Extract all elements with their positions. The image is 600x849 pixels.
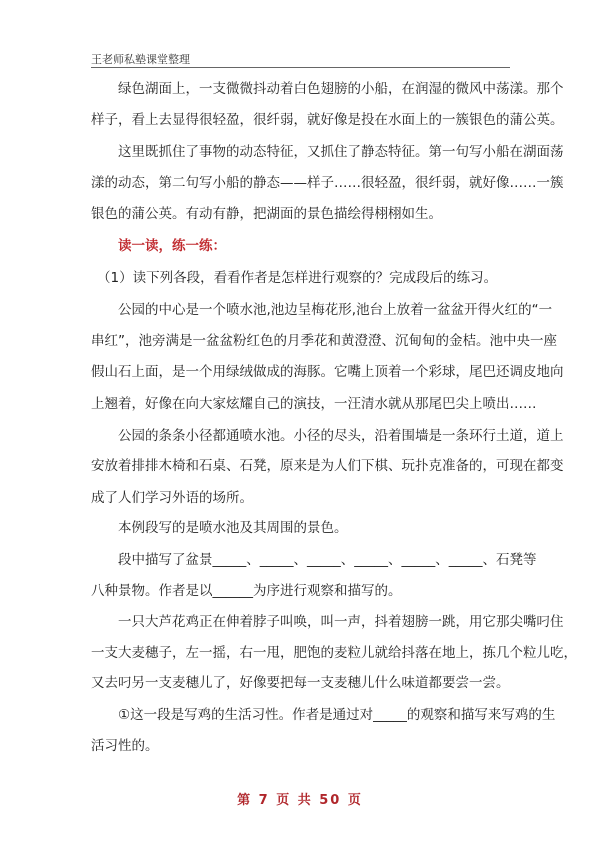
text-line: 绿色湖面上，一支微微抖动着白色翅膀的小船，在润湿的微风中荡漾。那个 — [118, 81, 564, 97]
text-line: 成了人们学习外语的场所。 — [91, 490, 253, 506]
text-line: 上翘着，好像在向大家炫耀自己的演技，一汪清水就从那尾巴尖上喷出…… — [91, 396, 537, 412]
fill-in-question: 八种景物。作者是以______为序进行观察和描写的。 — [91, 583, 402, 599]
fill-in-question: 段中描写了盆景_____、_____、_____、_____、_____、_____、石凳等 — [118, 552, 537, 568]
text-line: 活习性的。 — [91, 738, 159, 754]
header-divider — [91, 67, 510, 68]
text-line: 假山石上面，是一个用绿绒做成的海豚。它嘴上顶着一个彩球，尾巴还调皮地向 — [91, 364, 564, 380]
text-line: 一只大芦花鸡正在伸着脖子叫唤，叫一声，抖着翅膀一跳，用它那尖嘴叼住 — [118, 614, 564, 630]
text-line: 本例段写的是喷水池及其周围的景色。 — [118, 520, 348, 536]
text-line: 串红”，池旁满是一盆盆粉红色的月季花和黄澄澄、沉甸甸的金桔。池中央一座 — [91, 333, 557, 349]
page-number: 第 7 页 共 50 页 — [237, 793, 363, 808]
text-line: 一支大麦穗子，左一摇，右一甩，肥饱的麦粒儿就给抖落在地上，拣几个粒儿吃， — [91, 645, 577, 661]
exercise-instruction: （1）读下列各段，看看作者是怎样进行观察的？完成段后的练习。 — [97, 270, 498, 286]
text-line: 样子，看上去显得很轻盈，很纤弱，就好像是投在水面上的一簇银色的蒲公英。 — [91, 112, 564, 128]
text-line: 安放着排排木椅和石桌、石凳，原来是为人们下棋、玩扑克准备的，可现在都变 — [91, 458, 564, 474]
text-line: 公园的中心是一个喷水池,池边呈梅花形,池台上放着一盆盆开得火红的“一 — [118, 302, 553, 318]
fill-in-question: ①这一段是写鸡的生活习性。作者是通过对_____的观察和描写来写鸡的生 — [118, 707, 556, 723]
text-line: 银色的蒲公英。有动有静，把湖面的景色描绘得栩栩如生。 — [91, 206, 442, 222]
text-line: 又去叼另一支麦穗儿了，好像要把每一支麦穗儿什么味道都要尝一尝。 — [91, 675, 510, 691]
page-header: 王老师私塾课堂整理 — [91, 53, 190, 66]
text-line: 公园的条条小径都通喷水池。小径的尽头，沿着围墙是一条环行土道，道上 — [118, 428, 564, 444]
text-line: 漾的动态，第二句写小船的静态——样子……很轻盈，很纤弱，就好像……一簇 — [91, 175, 564, 191]
section-heading: 读一读，练一练： — [118, 238, 226, 254]
text-line: 这里既抓住了事物的动态特征，又抓住了静态特征。第一句写小船在湖面荡 — [118, 144, 564, 160]
